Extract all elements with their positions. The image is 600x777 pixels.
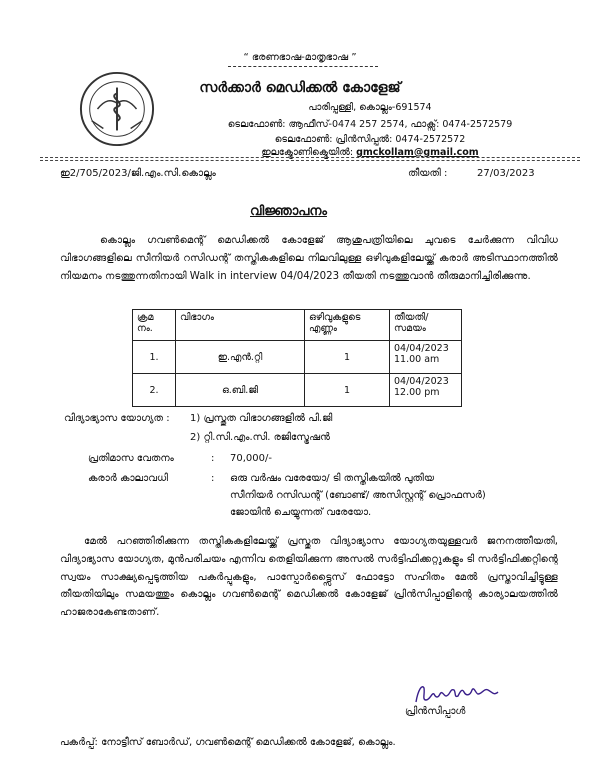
interview-schedule-table — [132, 309, 462, 407]
table-header-row — [133, 310, 462, 341]
column-header: ക്രമ നം. — [133, 310, 176, 341]
contract-colon: : — [211, 473, 215, 484]
contract-label: കരാർ കാലാവധി — [88, 473, 168, 484]
column-header: ഒഴിവുകളുടെ എണ്ണം — [305, 310, 390, 341]
vacancy-count: 1 — [305, 341, 390, 374]
qualification-item: 1) പ്രസ്തുത വിഭാഗങ്ങളിൽ പി.ജി — [190, 413, 333, 424]
college-name: സർക്കാർ മെഡിക്കൽ കോളേജ് — [199, 80, 401, 96]
intro-paragraph: കൊല്ലം ഗവൺമെന്റ് മെഡിക്കൽ കോളേജ് ആശുപത്രിയിലെ ചുവടെ ചേർക്കുന്ന വിവിധ വിഭാഗങ്ങളിലെ സീനിയർ റസിഡന്റ് തസ്തികകളിലെ നിലവിലുള്ള ഒഴിവുകളിലേയ്ക്ക് കരാർ അടിസ്ഥാനത്തിൽ നിയമനം നടത്തുന്നതിനായി Walk in interview 04/04/2023 തീയതി നടത്തുവാൻ തീരുമാനിച്ചിരിക്കുന്നു. — [60, 235, 558, 282]
interview-time: 11.00 am — [394, 354, 440, 365]
tagline: “ ഭരണഭാഷ-മാതൃഭാഷ ” — [243, 52, 357, 63]
notice-title: വിജ്ഞാപനം — [250, 204, 327, 219]
table-row — [133, 341, 462, 374]
interview-date: 04/04/2023 — [394, 376, 449, 387]
reference-number: ഇ2/705/2023/ജി.എം.സി.കൊല്ലം — [60, 168, 216, 179]
principal-designation: പ്രിൻസിപ്പാൾ — [405, 706, 466, 717]
divider — [228, 66, 378, 67]
department: ഇ.എൻ.റ്റി — [176, 341, 305, 374]
vacancy-count: 1 — [305, 374, 390, 407]
row-number: 2. — [133, 374, 176, 407]
contract-line: ഒരു വർഷം വരേയോ/ ടി തസ്തികയിൽ പുതിയ — [230, 473, 435, 484]
salary-value: 70,000/- — [230, 453, 272, 464]
date-value: 27/03/2023 — [477, 168, 535, 179]
copy-to-note: പകർപ്പ്: നോട്ടീസ് ബോർഡ്, ഗവൺമെന്റ് മെഡിക്കൽ കോളേജ്, കൊല്ലം. — [60, 737, 396, 748]
salary-label: പ്രതിമാസ വേതനം — [88, 453, 174, 464]
qualification-item: 2) റ്റി.സി.എം.സി. രജിസ്ട്രേഷൻ — [190, 432, 330, 443]
date-time — [390, 374, 462, 407]
email-label: ഇലക്ട്രോണിക്മെയിൽ: — [261, 147, 354, 158]
signature — [412, 680, 502, 706]
phone-principal: ടെലഫോൺ: പ്രിൻസിപ്പൽ: 0474-2572572 — [274, 134, 466, 145]
column-header: വിഭാഗം — [176, 310, 305, 341]
row-number: 1. — [133, 341, 176, 374]
divider — [40, 157, 580, 158]
table-row — [133, 374, 462, 407]
phone-office: ടെലഫോൺ: ആഫീസ്-0474 257 2574, ഫാക്സ്: 0474-2572579 — [227, 119, 513, 130]
interview-time: 12.00 pm — [394, 387, 440, 398]
contract-line: സീനിയർ റസിഡന്റ് (ബോണ്ട്/ അസിസ്റ്റന്റ് പ്രൊഫസർ) — [230, 490, 486, 501]
divider — [40, 160, 580, 161]
column-header: തീയതി/സമയം — [390, 310, 462, 341]
qualification-label: വിദ്യാഭ്യാസ യോഗ്യത : — [64, 413, 170, 424]
salary-colon: : — [211, 453, 215, 464]
email-link[interactable]: gmckollam@gmail.com — [356, 147, 479, 158]
contract-line: ജോയിൻ ചെയ്യുന്നത് വരേയോ. — [230, 507, 372, 518]
date-time — [390, 341, 462, 374]
instructions-paragraph: മേൽ പറഞ്ഞിരിക്കുന്ന തസ്തികകളിലേയ്ക്ക് പ്രസ്തുത വിദ്യാഭ്യാസ യോഗ്യതയുള്ളവർ ജനനത്തീയതി, വിദ്യാഭ്യാസ യോഗ്യത, മുൻപരിചയം എന്നിവ തെളിയിക്കുന്ന അസൽ സർട്ടിഫിക്കറ്റുകളും ടി സർട്ടിഫിക്കറ്റിന്റെ സ്വയം സാക്ഷ്യപ്പെടുത്തിയ പകർപ്പുകളും, പാസ്പോർട്ട്സൈസ് ഫോട്ടോ സഹിതം മേൽ പ്രസ്താവിച്ചിട്ടുള്ള തീയതിയിലും സമയത്തും കൊല്ലം ഗവൺമെന്റ് മെഡിക്കൽ കോളേജ് പ്രിൻസിപ്പാളിന്റെ കാര്യാലയത്തിൽ ഹാജരാകേണ്ടതാണ്. — [60, 536, 558, 619]
address: പാരിപ്പള്ളി, കൊല്ലം-691574 — [308, 102, 432, 113]
interview-date: 04/04/2023 — [394, 343, 449, 354]
date-label: തീയതി : — [408, 168, 448, 179]
department: ഒ.ബി.ജി — [176, 374, 305, 407]
